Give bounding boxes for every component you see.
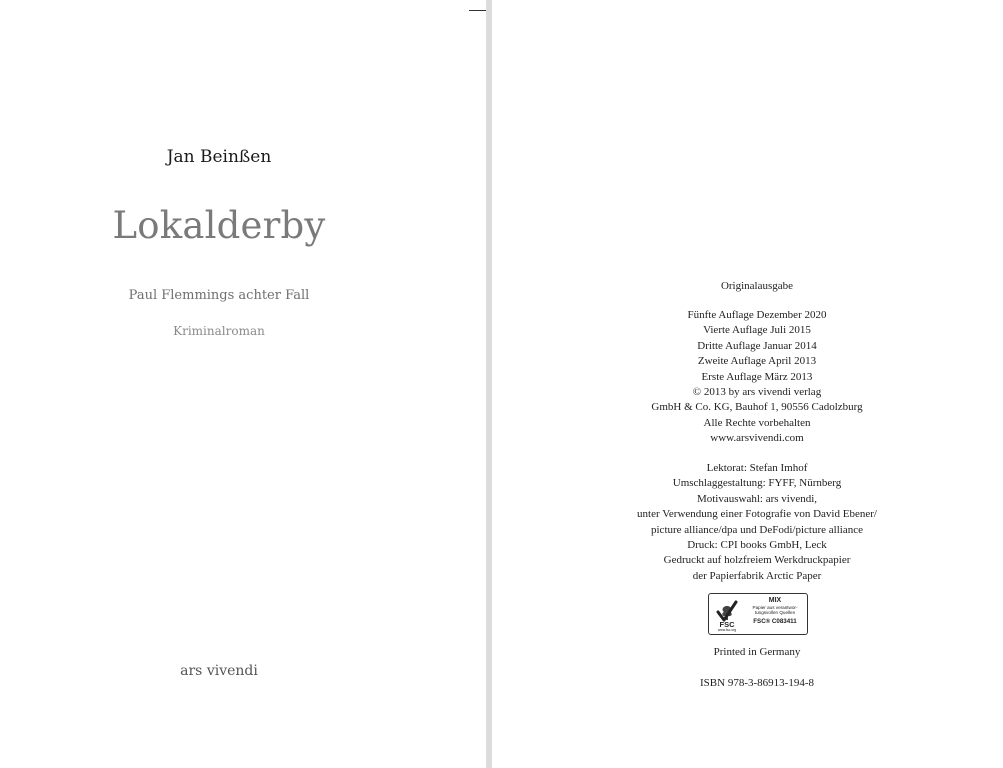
edition-line: Vierte Auflage Juli 2015: [703, 324, 811, 337]
credit-line: picture alliance/dpa und DeFodi/picture alliance: [651, 523, 863, 536]
credit-line: Motivauswahl: ars vivendi,: [696, 492, 818, 505]
edition-line: Erste Auflage März 2013: [701, 370, 813, 383]
copyright-line: © 2013 by ars vivendi verlag: [692, 386, 822, 399]
printed-in-text: Printed in Germany: [713, 646, 801, 658]
credit-line: unter Verwendung einer Fotografie von David Ebener/: [637, 508, 877, 521]
fsc-description: Papier aus verantwor-: [752, 605, 798, 610]
right-page-imprint: [492, 0, 1003, 768]
edition-history: [492, 308, 1003, 447]
credit-line: Druck: CPI books GmbH, Leck: [687, 539, 827, 552]
edition-line: Dritte Auflage Januar 2014: [697, 339, 817, 352]
credit-line: Gedruckt auf holzfreiem Werkdruckpapier: [663, 554, 851, 567]
original-edition-label: [492, 279, 1003, 294]
publisher-name: ars vivendi: [180, 663, 258, 679]
credit-line: Umschlaggestaltung: FYFF, Nürnberg: [672, 477, 842, 490]
isbn-text: ISBN 978-3-86913-194-8: [700, 677, 814, 689]
edition-line: Fünfte Auflage Dezember 2020: [687, 309, 827, 321]
left-page-title: [0, 0, 486, 768]
isbn-label: [492, 676, 1003, 691]
printed-in-label: [492, 645, 1003, 660]
credit-line: Lektorat: Stefan Imhof: [706, 462, 808, 474]
fsc-description: tungsvollen Quellen: [754, 610, 796, 616]
book-title: Lokalderby: [112, 204, 326, 247]
fsc-mix-label: MIX: [768, 597, 782, 604]
fsc-text-block: [745, 597, 805, 626]
fsc-license-code: FSC® C083411: [753, 617, 797, 625]
original-edition-text: Originalausgabe: [720, 280, 794, 292]
book-subtitle: Paul Flemmings achter Fall: [128, 288, 310, 303]
crop-mark: [469, 10, 486, 11]
author-name: Jan Beinßen: [166, 147, 272, 167]
publisher-address: GmbH & Co. KG, Bauhof 1, 90556 Cadolzburg: [651, 401, 863, 414]
edition-line: Zweite Auflage April 2013: [697, 355, 817, 368]
book-genre: Kriminalroman: [173, 324, 265, 338]
fsc-logo-url: www.fsc.org: [717, 628, 737, 632]
production-credits: [492, 461, 1003, 584]
fsc-tree-check-icon: [712, 596, 742, 632]
fsc-certification-label: [708, 593, 808, 635]
rights-line: Alle Rechte vorbehalten: [703, 416, 811, 429]
publisher-website: www.arsvivendi.com: [710, 432, 804, 445]
credit-line: der Papierfabrik Arctic Paper: [692, 569, 822, 582]
fsc-logo-text: FSC: [719, 620, 735, 629]
